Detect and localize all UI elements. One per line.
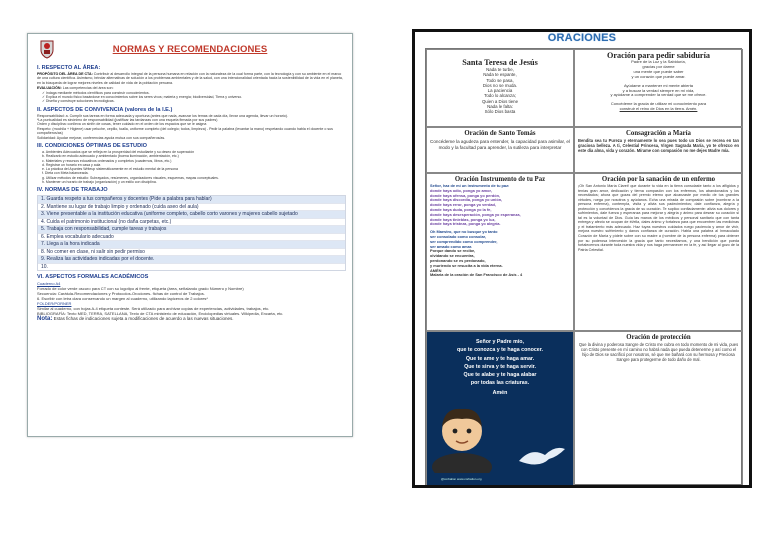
prayer-line: y a buscar la verdad siempre en mi vida, bbox=[622, 87, 695, 93]
convivencia-line: *La puntualidad es sinónimo de responsabilidad (justificar las tardanzas con una esquela firmada por sus padres) bbox=[37, 117, 218, 122]
competency-item: ✓ Indaga mediante métodos científicos para construir conocimientos. bbox=[42, 90, 150, 95]
prayer-title: Oración por la sanación de un enfermo bbox=[601, 176, 716, 183]
prayer-sabiduria bbox=[574, 49, 743, 127]
prayer-line: Señor, haz de mí un instrumento de tu paz: bbox=[430, 183, 510, 188]
prayer-line: Nada te turbe, bbox=[486, 67, 514, 72]
prayer-consagracion bbox=[574, 127, 743, 173]
prayer-poster bbox=[427, 332, 573, 485]
dove-icon bbox=[515, 443, 567, 469]
formal-line: BIBLIOGRAFÍA: Texto MED, TERRA, SATELLANA, Texto de CTA ministerio de educación, Enciclopedias virtuales. Wikipedia, Encarta, etc. bbox=[37, 311, 284, 317]
estudio-line: c. Materiales y recursos educativos ordenados y completos (cuadernos, libros, etc.) bbox=[42, 158, 172, 163]
estudio-line: e. La práctica del Apuntes Writeup sistemáticamente en el estudio mental de la persona bbox=[42, 167, 178, 172]
estudio-line: a. Ambientes Adecuados que se refleja en la prosperidad del estudiante y su deseo de superación bbox=[42, 149, 195, 154]
norms-list bbox=[37, 195, 346, 271]
poster-line: Amén bbox=[492, 389, 508, 396]
prayers-grid bbox=[425, 48, 742, 485]
convivencia-line: Responsabilidad: a. Cumplir sus tareas en forma adecuada y oportuna (antes que nada, avanzar los temas de cada día, llevar una agenda, llevar un horario). bbox=[37, 113, 288, 118]
prayer-sanacion bbox=[574, 173, 743, 331]
prayer-title: Oración de protección bbox=[626, 334, 691, 341]
prayer-line: donde haya error, ponga yo verdad, bbox=[430, 202, 496, 208]
prayer-line: gracias por darme bbox=[642, 63, 675, 69]
prayer-line: Padre de la Luz y la Sabiduría, bbox=[631, 59, 686, 64]
norms-title: NORMAS Y RECOMENDACIONES bbox=[112, 44, 268, 55]
prayer-line: ser consolado como consolar, bbox=[430, 233, 486, 239]
prayer-teresa bbox=[426, 49, 574, 127]
prayers-page bbox=[412, 29, 752, 488]
prayer-line: Nada te espante, bbox=[483, 72, 517, 78]
prayer-line: y muriendo se resucita a la vida eterna. bbox=[430, 262, 503, 268]
estudio-line: g. Utilizar métodos de estudio: Subrayados, resúmenes, organizadores visuales, esquemas, mapas conceptuales. bbox=[42, 175, 219, 180]
formal-line: 6. Escribir con letra clara conservando un margen al cuaderno, utilizando lapiceros de 2 colores* bbox=[37, 296, 208, 302]
prayer-text: Bendita sea tu Pureza y eternamente lo sea pues todo un Dios se recrea en tan graciosa belleza. A ti, Celestial Princesa, Virgen Sagrada María, yo te ofrezco en este día alma, vida y corazón. Mírame con compasión no me dejes Madre mía. bbox=[578, 138, 739, 153]
prayer-line: una mente que puede saber bbox=[633, 68, 684, 74]
prayer-line: donde haya duda, ponga yo la fe, bbox=[430, 206, 492, 212]
prayer-line: donde haya tinieblas, ponga yo luz, bbox=[430, 216, 496, 222]
prayer-line: Malaria de la oración de San Francisco de Asís - 4 bbox=[430, 272, 523, 278]
norm-item: 2. Mantiene su lugar de trabajo limpio y ordenado (cuida aseo del aula) bbox=[38, 204, 345, 212]
poster-line: Que te ame y te haga amar. bbox=[465, 355, 535, 362]
estudio-line: d. Registrar un horario en casa y aula bbox=[42, 162, 101, 167]
formal-line: Cuaderno A4 bbox=[37, 281, 61, 287]
norm-item: 4. Cuida el patrimonio institucional (no daña carpetas, etc.) bbox=[38, 219, 345, 227]
prayer-line: Sólo Dios basta bbox=[484, 109, 516, 115]
section-title-area: I. RESPECTO AL ÁREA: bbox=[37, 65, 101, 71]
prayer-line: Quien a Dios tiene bbox=[481, 98, 519, 104]
prayer-line: construir el reino de Dios en la tierra. Amén. bbox=[619, 106, 698, 112]
formal-line: FOLDER/PORNER bbox=[37, 301, 72, 307]
convivencia-line: Solidaridad: Ayudar mejorar, conferencias ayuda mutua con sus compañeros/as. bbox=[37, 135, 166, 140]
prayer-title: Santa Teresa de Jesús bbox=[462, 58, 538, 67]
prayer-line: Ayúdame a mantener mi mente abierta bbox=[623, 82, 694, 88]
prayer-line: donde haya desesperación, ponga yo esperanza, bbox=[430, 211, 521, 217]
evaluation-paragraph: EVALUACIÓN: Las competencias del área son: bbox=[37, 86, 114, 91]
norm-item: 6. Emplea vocabulario adecuado bbox=[38, 234, 345, 242]
poster-line: Que te alabe y te haga alabar bbox=[463, 372, 537, 379]
poster-line: Señor y Padre mío, bbox=[476, 339, 524, 345]
prayer-paz bbox=[426, 173, 574, 331]
prayer-title: Oración de Santo Tomás bbox=[464, 130, 536, 137]
section-title-formales: VI. ASPECTOS FORMALES ACADÉMICOS bbox=[37, 274, 149, 281]
convivencia-line: Respeto: (mochila + Higiene) usar peluche, cepillo, toalla, uniforme completo (del colegio; todos, limpieza) - Pedir la palabra (levantar la mano) respetando cuando habla el docente o sus compañeros/as) bbox=[37, 126, 333, 136]
norms-header bbox=[34, 39, 346, 61]
poster-line: que te conozca y te haga conocer. bbox=[457, 347, 543, 354]
saint-illustration-icon bbox=[430, 397, 494, 473]
norm-item: 1. Guarda respeto a tus compañeros y docentes (Pide a palabra para hablar) bbox=[38, 196, 345, 204]
norm-item: 3. Viene presentable a la institución educativa (uniforme completo, cabello corto varones y mujeres cabello sujetado bbox=[38, 211, 345, 219]
prayer-line: La paciencia bbox=[487, 88, 513, 94]
prayer-title: Oración Instrumento de tu Paz bbox=[454, 176, 546, 183]
prayer-line: olvidando se encuentra, bbox=[430, 253, 475, 259]
prayer-text: ¡Oh San Antonio María Claret! que durante tu vida en la tierra consolaste tanto a los afligidos y tenías gran amor, dedicación y tierna compasión con los enfermos, los abandonados y los necesitados; ahora que gozas del premio eterno que alcanzaste por medio de tus grandes virtudes, ruega por nosotros y ayúdanos. Echa una mirada de compasión sobre (nombrar a la persona enferma), contempla, visita y alivia sus padecimientos; dale confianza, alegría y protección y concédenos la gracia de su curación. Te suplico confiadamente: alivia sus dolores y sufrimientos, dale fuerza y esperanza para mejorar y alegría y ánimo para desear su curación si tal es la voluntad de Dios. Guía las manos de los médicos y personal sanitario que con tanta entrega y afecto se ocupan de él/ella, dales ánimo y fortaleza para que encuentren las medicinas y el tratamiento más adecuado. Haz tuyas nuestros cuidados ruego paciencia y amor de vivir, mejora nuestro sufrimiento y danos confianza de curación. Habla una palabra al Inmaculado Corazón de María y pídele sobre con su madre a (nombre de la persona enferma) para obtener por su poderosa intercesión la gracia que tanto necesitamos, y una bendición que pueda fortalecernos durante toda nuestra vida y nos haga permanecer en la fe, y así llegar al gozo de la Patria Celestial. bbox=[578, 184, 739, 252]
prayer-line: donde haya discordia, ponga yo unión, bbox=[430, 197, 503, 203]
prayer-line: Dios no se muda. bbox=[482, 82, 518, 88]
prayer-line: AMÉN bbox=[430, 267, 442, 273]
prayer-title: Oración para pedir sabiduría bbox=[607, 51, 710, 60]
norm-item: 7. Llega a la hora indicada bbox=[38, 241, 345, 249]
norm-item: 10. bbox=[41, 263, 48, 270]
section-title-estudio: III. CONDICIONES ÓPTIMAS DE ESTUDIO bbox=[37, 142, 148, 149]
estudio-line: b. Realizarlo en estudio adecuado y ambientado (buena iluminación, ambientación, etc.) bbox=[42, 154, 179, 159]
prayers-title: ORACIONES bbox=[547, 32, 617, 44]
purpose-paragraph: PROPÓSITO DEL ÁREA DE CTA: Contribuir al desarrollo integral de la persona humana en relación con la naturaleza de la cual forma parte, con la tecnología y con su ambiente en el marco de una cultura científica. Asimismo, brindar alternativas de solución a los problemas ambientales y de la salud, con una intencionalidad orientada hacia la sostenibilidad de la vida en el planeta, en la búsqueda de lograr mejores niveles de calidad de vida de la población peruana. bbox=[37, 72, 343, 85]
note: Nota: Estas fichas de indicaciones sujeta a modificaciones de acuerdo a las nuevas situaciones. bbox=[37, 316, 234, 323]
prayer-line: donde haya odio, ponga yo amor, bbox=[430, 187, 492, 193]
prayer-line: Nada le falta: bbox=[487, 104, 513, 110]
prayer-line: perdonando se es perdonado, bbox=[430, 257, 486, 263]
poster-line: por todas las criaturas. bbox=[470, 380, 530, 387]
norm-item: 9. Realiza las actividades indicadas por el docente. bbox=[38, 256, 345, 264]
section-title-normas: IV. NORMAS DE TRABAJO bbox=[37, 187, 108, 194]
prayer-text: Concédeme la agudeza para entender, la capacidad para asimilar, el modo y la facultad para aprender, la sutileza para interpretar bbox=[430, 139, 570, 150]
poster-handle: @corbalion www.corbalion.org bbox=[441, 476, 482, 481]
prayer-text: Que la divina y poderosa Sangre de Cristo me cubra en todo momento de mi vida, pues con Cristo presente en mí camino no habrá nada que pueda detenerme y así como el hijo de Dios se sacrificó por nosotros, sé que me bañará con su hermosa y Preciosa Sangre para protegerme de todo daño de mal. bbox=[578, 342, 739, 362]
formal-line: Similar al cuaderno, con hojas A-4 etiqueta conteste. Será utilizado para archivar copias de experiencias, actividades, trabajos, etc. bbox=[37, 306, 270, 312]
estudio-line: h. Mantener un horario de trabajo (organización) y un estilo con disciplina. bbox=[42, 180, 157, 185]
prayer-title: Consagración a María bbox=[626, 130, 691, 137]
norm-item: 5. Trabaja con responsabilidad, cumple tareas y trabajos bbox=[38, 226, 345, 234]
formal-line: Forrado de color verde oscuro para CT con su logotipo al frente, etiqueta (área, señalando grado Número y Nombre) bbox=[37, 286, 244, 292]
prayer-line: y ayúdame a comprender la verdad que se me ofrece. bbox=[610, 92, 707, 98]
prayer-line: Todo se pasa, bbox=[486, 77, 514, 83]
norms-page bbox=[27, 33, 353, 437]
section-title-convivencia: II. ASPECTOS DE CONVIVENCIA (valores de la I.E.) bbox=[37, 106, 173, 113]
convivencia-line: Orden y disciplina: conlleva un sinfín de cosas, tener cuidado en el orden de los espacios que se le asigna bbox=[37, 122, 207, 127]
prayer-line: y un corazón que puede amar. bbox=[631, 73, 686, 79]
estudio-line: f. Dieta con Meta balanceada. bbox=[42, 171, 89, 176]
poster-cell bbox=[426, 331, 574, 486]
prayer-line: donde haya ofensa, ponga yo perdón, bbox=[430, 192, 501, 198]
prayer-line: ser amado como amar. bbox=[430, 243, 473, 249]
competency-item: ✓ Diseña y construye soluciones tecnológicas. bbox=[42, 99, 115, 104]
competency-item: ✓ Explica el mundo físico basándose en conocimientos sobre los seres vivos; materia y energía; biodiversidad, Tierra y universo. bbox=[42, 94, 243, 99]
prayer-line: Porque dando se recibe, bbox=[430, 248, 476, 254]
prayer-line: Todo lo alcanza; bbox=[484, 93, 516, 99]
poster-line: Que te sirva y te haga servir. bbox=[464, 363, 536, 370]
prayer-proteccion bbox=[574, 331, 743, 486]
prayer-line: Oh Maestro, que no busque yo tanto bbox=[430, 229, 498, 235]
prayer-line: ser comprendido como comprender, bbox=[430, 238, 498, 244]
norm-item: 8. No comer en clase, ni salir sin pedir permiso bbox=[38, 249, 345, 257]
prayer-line: donde haya tristeza, ponga yo alegría. bbox=[430, 221, 501, 227]
formal-line: Secuencia: Carátula-Recomendaciones y Protocolos-Orociones- fichas de control de Trabajos. bbox=[37, 291, 205, 297]
prayer-line: Concédeme la gracia de utilizar mi conocimiento para bbox=[610, 101, 707, 107]
prayer-tomas bbox=[426, 127, 574, 173]
